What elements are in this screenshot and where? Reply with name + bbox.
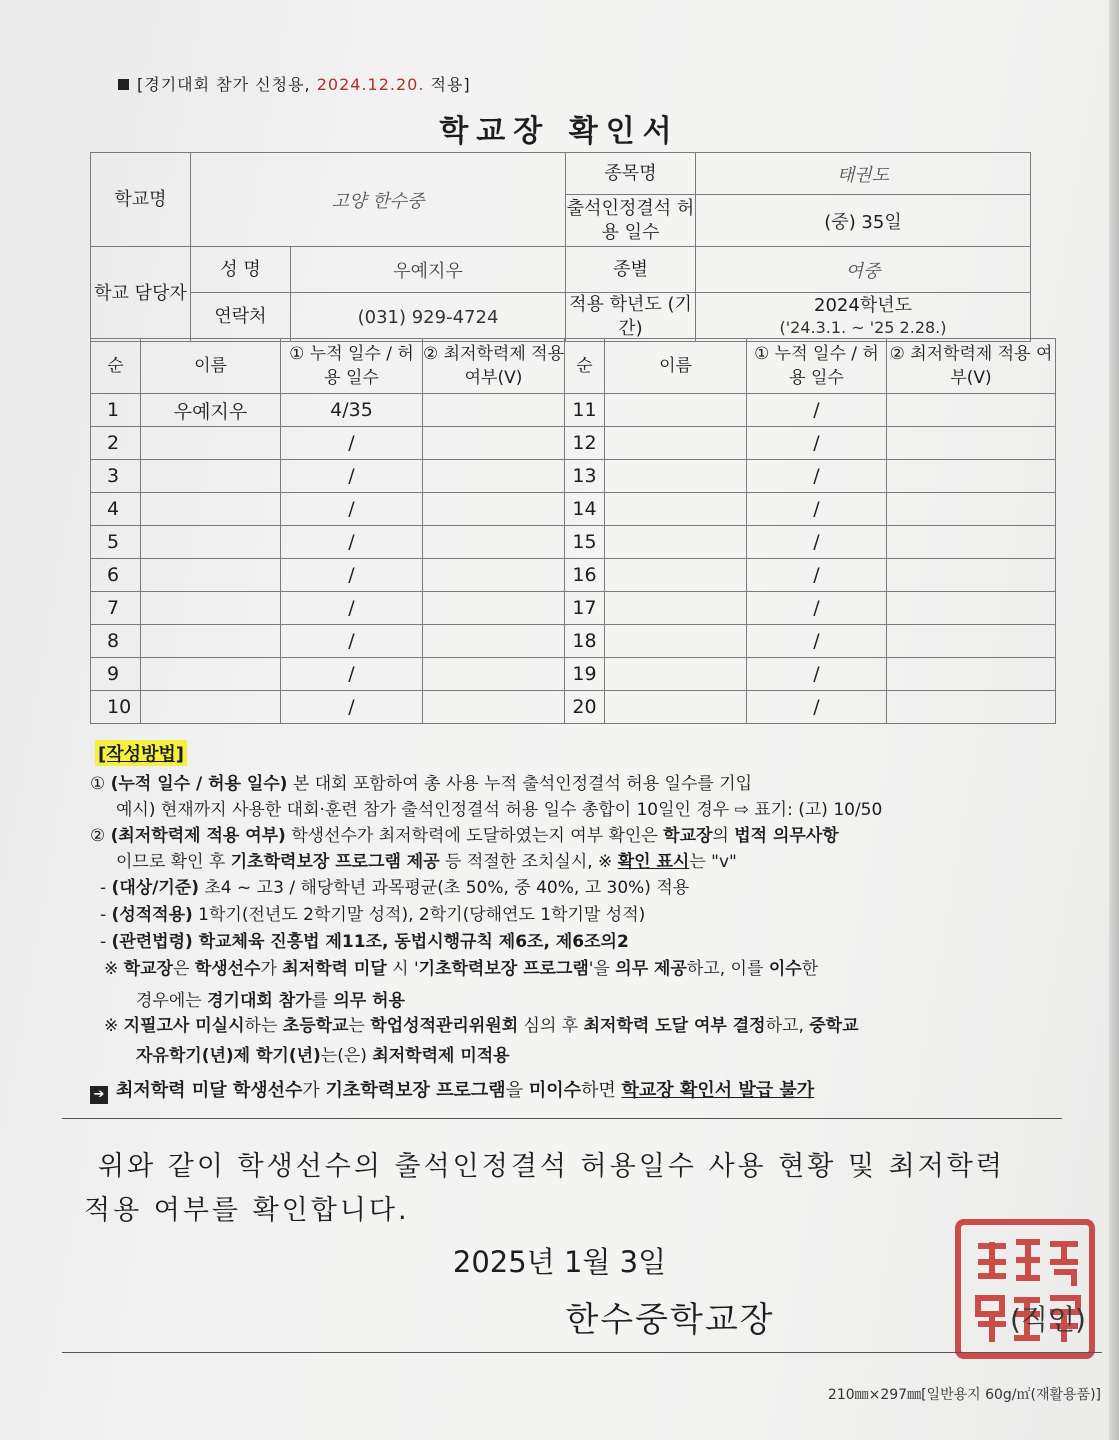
cell-name [141, 460, 281, 493]
method-line-10: ※ 지필고사 미실시하는 초등학교는 학업성적관리위원회 심의 후 최저학력 도달 여부 결정하고, 중학교 [104, 1016, 859, 1036]
table-row [91, 625, 1056, 658]
period-value: ('24.3.1. ~ '25 2.28.) [779, 318, 947, 337]
method-line-2: 예시) 현재까지 사용한 대회·훈련 참가 출석인정결석 허용 일수 총합이 10일인 경우 ⇨ 표기: (고) 10/50 [116, 800, 883, 820]
cell-days: / [281, 493, 423, 526]
cell-days: / [747, 559, 887, 592]
cell-name [141, 427, 281, 460]
table-row [91, 493, 1056, 526]
cell-name [141, 691, 281, 724]
cell-name [141, 559, 281, 592]
column-header: ① 누적 일수 / 허용 일수 [281, 339, 423, 394]
table-header-row [91, 339, 1056, 394]
cell-days: / [747, 526, 887, 559]
cell-days: / [281, 658, 423, 691]
cell-name [605, 460, 747, 493]
cell-check [423, 394, 565, 427]
cell-check [887, 592, 1056, 625]
method-line-11: 자유학기(년)제 학기(년)는(은) 최저학력제 미적용 [136, 1046, 510, 1066]
allowed-days-label: 출석인정결석 허용 일수 [566, 195, 696, 247]
column-header: ① 누적 일수 / 허용 일수 [747, 339, 887, 394]
header-note: [경기대회 참가 신청용, 2024.12.20. 적용] [118, 72, 471, 95]
cell-name [605, 394, 747, 427]
cell-days: / [747, 658, 887, 691]
cell-check [423, 427, 565, 460]
seal-label: (직인) [1010, 1303, 1086, 1336]
manager-name-value: 우예지우 [291, 247, 566, 293]
cell-days: 4/35 [281, 394, 423, 427]
cell-no: 8 [91, 625, 141, 658]
cell-name [605, 559, 747, 592]
page-title: 학교장 확인서 [439, 114, 680, 149]
allowed-days-value: (중) 35일 [696, 195, 1031, 247]
warning-line: ➔ 최저학력 미달 학생선수가 기초학력보장 프로그램을 미이수하면 학교장 확인서 발급 불가 [90, 1080, 814, 1104]
table-row [91, 691, 1056, 724]
cell-days: / [281, 625, 423, 658]
official-seal-icon [950, 1214, 1100, 1364]
cell-no: 10 [91, 691, 141, 724]
cell-name [605, 691, 747, 724]
method-line-7: - (관련법령) 학교체육 진흥법 제11조, 동법시행규칙 제6조, 제6조의2 [100, 932, 629, 952]
cell-check [423, 493, 565, 526]
cell-days: / [281, 592, 423, 625]
cell-check [887, 460, 1056, 493]
cell-check [423, 592, 565, 625]
confirm-line-1: 위와 같이 학생선수의 출석인정결석 허용일수 사용 현황 및 최저학력 [98, 1151, 1005, 1182]
table-row [91, 394, 1056, 427]
cell-no: 9 [91, 658, 141, 691]
cell-name [605, 427, 747, 460]
cell-check [887, 559, 1056, 592]
cell-no: 19 [565, 658, 605, 691]
method-line-8: ※ 학교장은 학생선수가 최저학력 미달 시 '기초학력보장 프로그램'을 의무 제공하고, 이를 이수한 [104, 959, 819, 979]
cell-check [423, 460, 565, 493]
divider-bottom [62, 1352, 1102, 1353]
cell-no: 18 [565, 625, 605, 658]
method-line-4: 이므로 확인 후 기초학력보장 프로그램 제공 등 적절한 조치실시, ※ 확인 표시는 "v" [116, 852, 737, 872]
cell-no: 13 [565, 460, 605, 493]
cell-check [887, 427, 1056, 460]
square-bullet-icon [118, 79, 129, 90]
cell-check [887, 691, 1056, 724]
cell-no: 6 [91, 559, 141, 592]
table-row [91, 427, 1056, 460]
cell-no: 11 [565, 394, 605, 427]
table-row [91, 592, 1056, 625]
cell-days: / [747, 592, 887, 625]
column-header: 순 [565, 339, 605, 394]
cell-check [423, 691, 565, 724]
manager-label: 학교 담당자 [91, 247, 191, 342]
table-row [91, 559, 1056, 592]
column-header: ② 최저학력제 적용 여부(V) [423, 339, 565, 394]
method-line-3: ② (최저학력제 적용 여부) 학생선수가 최저학력에 도달하였는지 여부 확인은 학교장의 법적 의무사항 [90, 826, 839, 846]
year-value: 2024학년도 [814, 295, 912, 316]
school-label: 학교명 [91, 153, 191, 247]
cell-no: 16 [565, 559, 605, 592]
table-row [91, 658, 1056, 691]
cell-no: 17 [565, 592, 605, 625]
cell-name [141, 592, 281, 625]
cell-days: / [747, 625, 887, 658]
cell-check [423, 658, 565, 691]
cell-no: 1 [91, 394, 141, 427]
cell-days: / [281, 559, 423, 592]
cell-name: 우예지우 [141, 394, 281, 427]
cell-no: 15 [565, 526, 605, 559]
cell-name [605, 658, 747, 691]
method-line-1: ① (누적 일수 / 허용 일수) 본 대회 포함하여 총 사용 누적 출석인정결석 허용 일수를 기입 [90, 774, 753, 794]
cell-name [141, 493, 281, 526]
cell-check [887, 526, 1056, 559]
cell-no: 7 [91, 592, 141, 625]
cell-no: 5 [91, 526, 141, 559]
method-line-5: - (대상/기준) 초4 ~ 고3 / 해당학년 과목평균(초 50%, 중 40%, 고 30%) 적용 [100, 878, 690, 898]
method-line-9: 경우에는 경기대회 참가를 의무 허용 [136, 991, 405, 1011]
contact-value: (031) 929-4724 [291, 293, 566, 342]
cell-name [605, 625, 747, 658]
cell-check [887, 394, 1056, 427]
method-title: [작성방법] [95, 740, 187, 766]
cell-days: / [281, 526, 423, 559]
cell-days: / [747, 691, 887, 724]
confirm-line-2: 적용 여부를 확인합니다. [84, 1195, 410, 1226]
table-row [91, 460, 1056, 493]
cell-check [887, 625, 1056, 658]
cell-no: 14 [565, 493, 605, 526]
cell-no: 12 [565, 427, 605, 460]
name-label: 성 명 [191, 247, 291, 293]
cell-days: / [747, 394, 887, 427]
cell-name [605, 526, 747, 559]
cell-no: 4 [91, 493, 141, 526]
table-row [91, 526, 1056, 559]
cell-no: 2 [91, 427, 141, 460]
year-cell [696, 293, 1031, 342]
cell-name [141, 658, 281, 691]
issue-date: 2025년 1월 3일 [452, 1245, 667, 1279]
paper-spec: 210㎜×297㎜[일반용지 60g/㎡(재활용품)] [827, 1387, 1101, 1403]
method-line-6: - (성적적용) 1학기(전년도 2학기말 성적), 2학기(당해연도 1학기말 성적) [100, 905, 646, 925]
column-header: 순 [91, 339, 141, 394]
column-header: 이름 [605, 339, 747, 394]
year-label: 적용 학년도 (기간) [566, 293, 696, 342]
student-table [90, 338, 1056, 724]
cell-days: / [281, 460, 423, 493]
cell-name [141, 625, 281, 658]
cell-no: 20 [565, 691, 605, 724]
divider-top [62, 1118, 1062, 1119]
gender-value: 여중 [696, 247, 1031, 293]
sport-value: 태권도 [696, 153, 1031, 195]
gender-label: 종별 [566, 247, 696, 293]
cell-check [423, 625, 565, 658]
cell-days: / [747, 427, 887, 460]
principal-name: 한수중학교장 [565, 1300, 775, 1340]
cell-check [887, 658, 1056, 691]
cell-days: / [281, 427, 423, 460]
cell-days: / [747, 460, 887, 493]
cell-days: / [747, 493, 887, 526]
cell-name [605, 592, 747, 625]
cell-name [141, 526, 281, 559]
cell-check [423, 526, 565, 559]
cell-days: / [281, 691, 423, 724]
column-header: 이름 [141, 339, 281, 394]
cell-check [423, 559, 565, 592]
cell-no: 3 [91, 460, 141, 493]
cell-check [887, 493, 1056, 526]
info-table [90, 152, 1031, 342]
sport-label: 종목명 [566, 153, 696, 195]
cell-name [605, 493, 747, 526]
note-date: 2024.12.20. [316, 75, 425, 94]
contact-label: 연락처 [191, 293, 291, 342]
arrow-box-icon: ➔ [90, 1086, 108, 1104]
school-value: 고양 한수중 [191, 153, 566, 247]
column-header: ② 최저학력제 적용 여부(V) [887, 339, 1056, 394]
